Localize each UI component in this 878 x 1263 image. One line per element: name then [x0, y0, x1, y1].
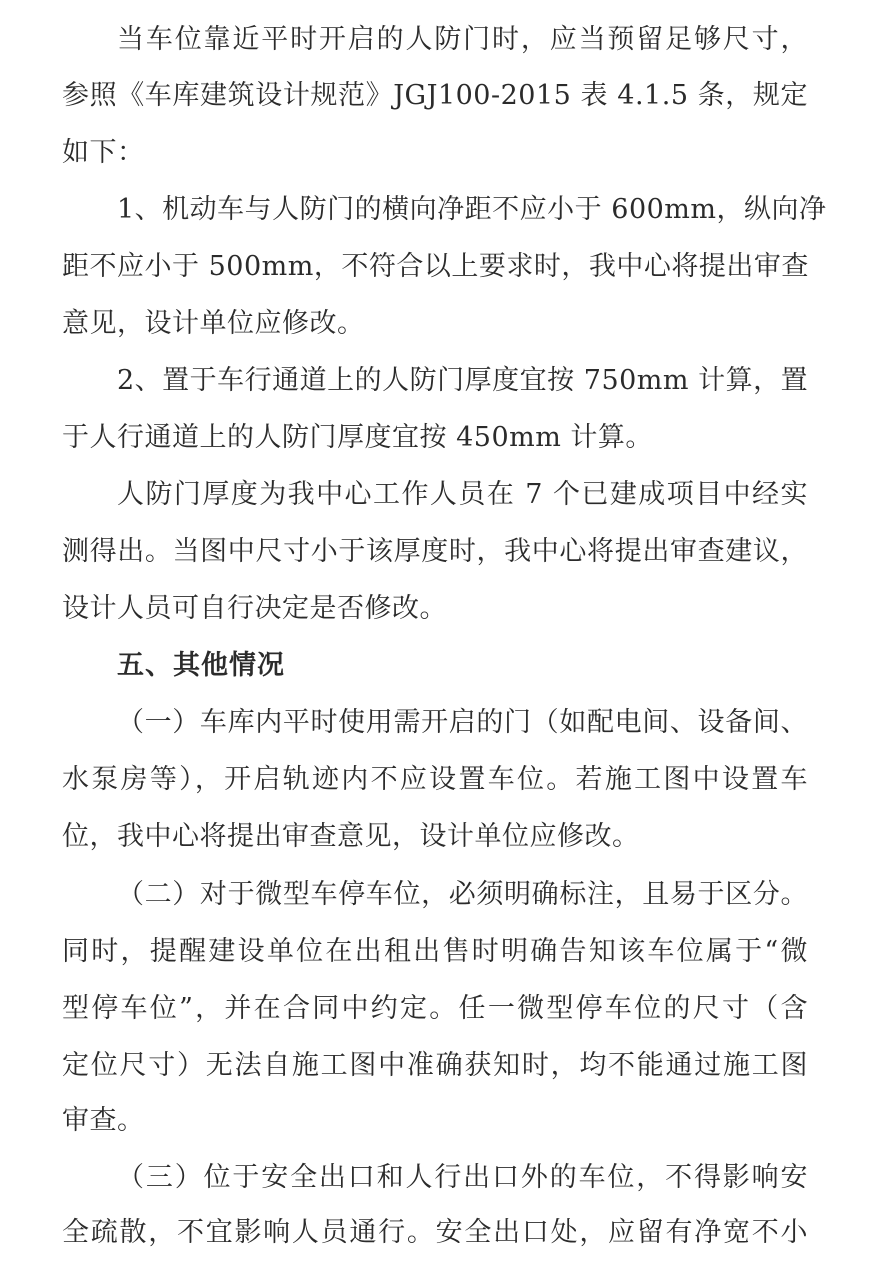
text-line-20: 审查。: [62, 1105, 145, 1136]
text-line-10: 测得出。当图中尺寸小于该厚度时，我中心将提出审查建议，: [62, 536, 808, 567]
text-line-1: 当车位靠近平时开启的人防门时，应当预留足够尺寸，: [117, 24, 808, 55]
text-line-2: 参照《车库建筑设计规范》JGJ100-2015 表 4.1.5 条，规定: [62, 80, 808, 111]
text-line-7: 2、置于车行通道上的人防门厚度宜按 750mm 计算，置: [117, 365, 809, 396]
text-line-5: 距不应小于 500mm，不符合以上要求时，我中心将提出审查: [62, 251, 809, 282]
text-line-18: 型停车位”，并在合同中约定。任一微型停车位的尺寸（含: [62, 993, 808, 1024]
text-line-22: 全疏散，不宜影响人员通行。安全出口处，应留有净宽不小: [62, 1217, 808, 1248]
text-line-17: 同时，提醒建设单位在出租出售时明确告知该车位属于“微: [62, 936, 808, 967]
text-line-3: 如下：: [62, 137, 145, 168]
text-line-19: 定位尺寸）无法自施工图中准确获知时，均不能通过施工图: [62, 1050, 808, 1081]
text-line-15: 位，我中心将提出审查意见，设计单位应修改。: [62, 821, 640, 852]
text-line-11: 设计人员可自行决定是否修改。: [62, 593, 447, 624]
text-line-14: 水泵房等），开启轨迹内不应设置车位。若施工图中设置车: [62, 764, 808, 795]
text-line-16: （二）对于微型车停车位，必须明确标注，且易于区分。: [117, 879, 808, 910]
text-line-9: 人防门厚度为我中心工作人员在 7 个已建成项目中经实: [117, 479, 808, 510]
text-line-8: 于人行通道上的人防门厚度宜按 450mm 计算。: [62, 422, 653, 453]
text-line-21: （三）位于安全出口和人行出口外的车位，不得影响安: [117, 1162, 808, 1193]
text-line-6: 意见，设计单位应修改。: [62, 308, 365, 339]
text-line-4: 1、机动车与人防门的横向净距不应小于 600mm，纵向净: [117, 194, 827, 225]
section-heading: 五、其他情况: [117, 650, 285, 681]
text-line-13: （一）车库内平时使用需开启的门（如配电间、设备间、: [117, 707, 808, 738]
